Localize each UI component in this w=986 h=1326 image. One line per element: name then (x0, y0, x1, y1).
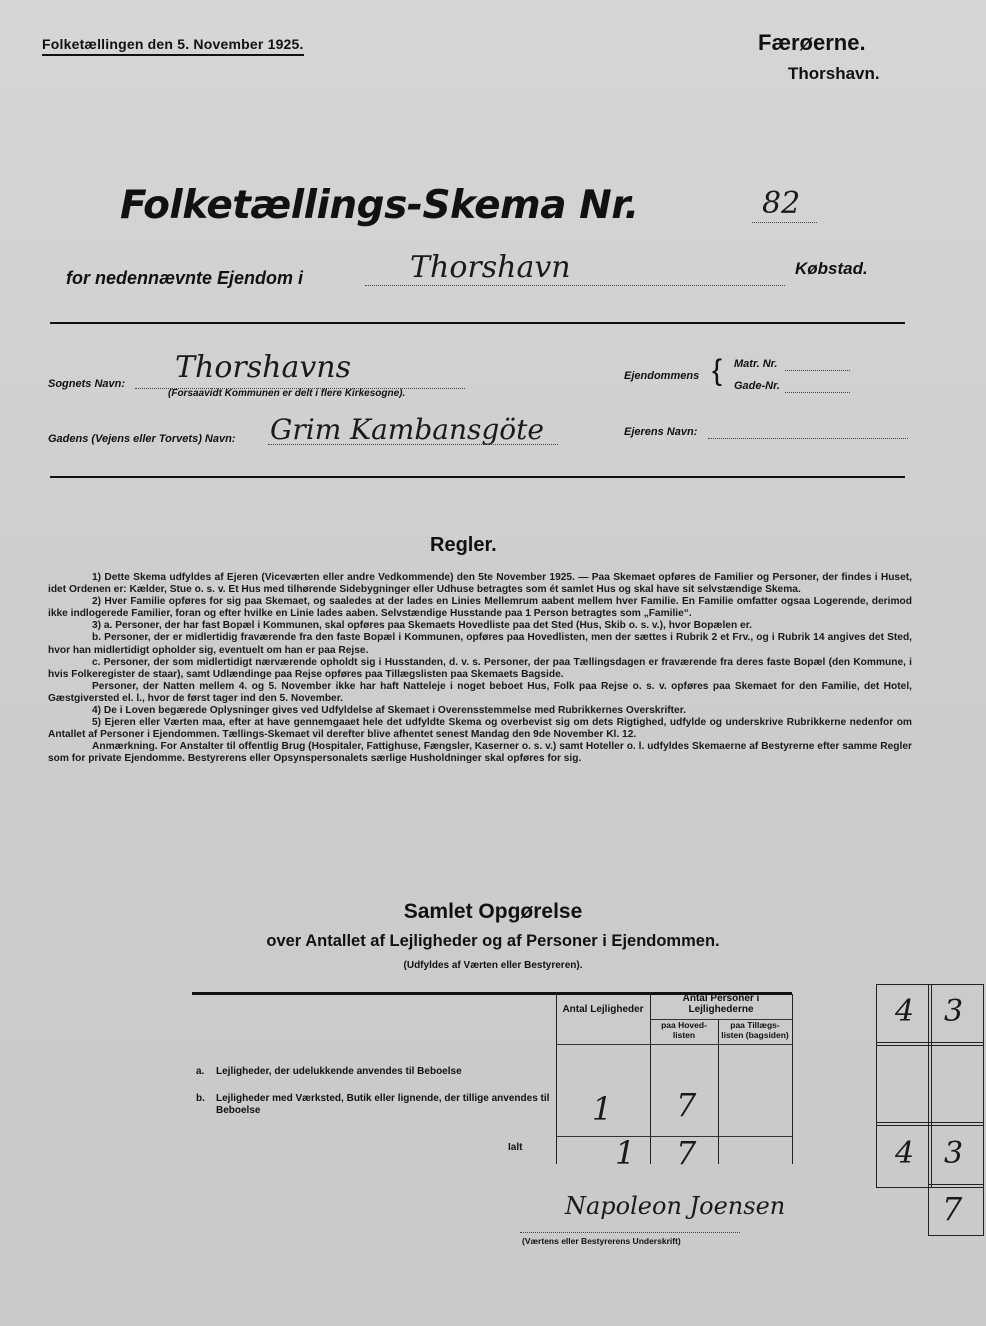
side-box-bottom-value: 7 (942, 1190, 963, 1228)
rule-paragraph-1: 1) Dette Skema udfyldes af Ejeren (Viceværten eller andre Vedkommende) den 5te November 1925. — Paa Skemaet opføres de Familier og Personer, der findes i Huset, idet Ordenen er: Kælder, Stue o. s. v. Et Hus med tilhørende Sidebygninger eller Udhuse betragtes som ét samlet Hus og skal have sit selvstændige Skema. (48, 572, 912, 596)
property-label: for nedennævnte Ejendom i (66, 268, 304, 288)
street-line (268, 444, 558, 445)
side-box-mid-right-value: 3 (944, 1136, 964, 1171)
row-b-apartments-value: 1 (592, 1090, 613, 1128)
region-header: Færøerne. (758, 30, 866, 55)
row-b-label: b. (196, 1093, 205, 1104)
rule-paragraph-3c: c. Personer, der som midlertidigt nærværende opholdt sig i Husstanden, d. v. s. Personer, der paa Tællingsdagen er fraværende fra deres faste Bopæl (den Kommune, i hvis Folkeregister de staar), samt Udlændinge paa Rejse opføres paa Tillægslisten paa Skemaets Bagside. (48, 656, 912, 680)
matr-line (785, 370, 850, 371)
estate-brace: { (712, 354, 723, 387)
table-vline-3 (718, 1020, 719, 1164)
row-a-label: a. (196, 1066, 205, 1077)
summary-note: (Udfyldes af Værten eller Bestyreren). (403, 960, 583, 971)
street-value: Grim Kambansgöte (270, 413, 544, 446)
col-supplement-header: paa Tillægs-listen (bagsiden) (721, 1020, 789, 1040)
form-number: 82 (762, 186, 801, 221)
property-place-line (365, 285, 785, 286)
total-apartments-value: 1 (615, 1134, 636, 1172)
rule-paragraph-4: 4) De i Loven begærede Oplysninger gives ved Udfyldelse af Skemaet i Overensstemmelse med Rubrikkernes Overskrifter. (92, 705, 686, 717)
property-suffix: Købstad. (795, 259, 868, 278)
table-vline-1 (556, 994, 557, 1164)
side-box-top-right-value: 3 (944, 994, 964, 1029)
street-no-label: Gade-Nr. (734, 380, 780, 392)
owner-signature: Napoleon Joensen (565, 1192, 786, 1220)
row-b-main-value: 7 (676, 1086, 697, 1124)
col-persons-header: Antal Personer i Lejlighederne (682, 993, 760, 1015)
summary-title: Samlet Opgørelse (403, 900, 583, 923)
town-header: Thorshavn. (788, 64, 880, 83)
fields-divider (50, 476, 905, 478)
owner-label: Ejerens Navn: (624, 426, 698, 438)
matr-label: Matr. Nr. (734, 358, 778, 370)
rules-text (48, 572, 912, 766)
form-number-line (752, 222, 817, 223)
rule-paragraph-2: 2) Hver Familie opføres for sig paa Skemaet, og saaledes at der lades en Linies Mellemrum aabent mellem hver Familie. En Familie omfatter ogsaa Logerende, derimod ikke indlogerede Familier, foran og efter hvilke en Linie lades aaben. Selvstændige Husstande paa 1 Person betragtes som „Familie“. (48, 596, 912, 620)
row-a-text: Lejligheder, der udelukkende anvendes til Beboelse (216, 1066, 462, 1077)
owner-line (708, 438, 908, 439)
side-box-top-left-value: 4 (895, 994, 915, 1029)
signature-line (520, 1232, 740, 1233)
row-b-text: Lejligheder med Værksted, Butik eller lignende, der tillige anvendes til Beboelse (216, 1093, 550, 1116)
property-place: Thorshavn (410, 250, 571, 285)
col-apartments-header: Antal Lejligheder (562, 1004, 644, 1015)
form-title: Folketællings-Skema Nr. (120, 183, 639, 228)
estate-label: Ejendommens (624, 370, 700, 382)
parish-note: (Forsaavidt Kommunen er delt i flere Kirkesogne). (168, 388, 406, 399)
rule-paragraph-3b: b. Personer, der er midlertidig fraværende fra den faste Bopæl i Kommunen, opføres paa Hovedlisten, men der sættes i Rubrik 2 et Frv., og i Rubrik 14 angives det Sted, hvor han midlertidigt opholder sig, eventuelt om han er paa Rejse. (48, 632, 912, 656)
total-label: Ialt (508, 1142, 523, 1153)
rule-paragraph-night: Personer, der Natten mellem 4. og 5. November ikke har haft Natteleje i noget beboet Hus, Folk paa Rejse o. s. v. opføres paa Skemaet for den Familie, det Hotel, Gæstgiversted el. l., hvor de først tager ind den 5. November. (48, 680, 912, 704)
summary-subtitle: over Antallet af Lejligheder og af Personer i Ejendommen. (266, 932, 720, 950)
table-header-rule (556, 1044, 792, 1045)
side-box-mid-left-value: 4 (895, 1136, 915, 1171)
rules-title: Regler. (430, 534, 497, 556)
table-vline-4 (792, 994, 793, 1164)
signature-caption: (Værtens eller Bestyrerens Underskrift) (522, 1236, 681, 1246)
top-divider (50, 322, 905, 324)
parish-value: Thorshavns (175, 350, 352, 385)
street-label: Gadens (Vejens eller Torvets) Navn: (48, 433, 236, 445)
parish-label: Sognets Navn: (48, 378, 126, 390)
census-date-header: Folketællingen den 5. November 1925. (42, 36, 304, 56)
rule-paragraph-5: 5) Ejeren eller Værten maa, efter at have gennemgaaet hele det udfyldte Skema og overbevist sig om dets Rigtighed, udfylde og underskrive Rubrikkerne nedenfor om Antallet af Personer i Ejendommen. Tællings-Skemaet vil derefter blive afhentet senest Mandag den 9de November Kl. 12. (48, 717, 912, 741)
table-total-rule (556, 1136, 792, 1137)
rule-paragraph-3a: 3) a. Personer, der har fast Bopæl i Kommunen, skal opføres paa Skemaets Hovedliste paa det Sted (Hus, Skib o. s. v.), hvor Bopælen er. (92, 620, 752, 632)
total-main-value: 7 (676, 1134, 697, 1172)
col-main-list-header: paa Hoved-listen (661, 1020, 707, 1040)
street-no-line (785, 392, 850, 393)
side-box-mid-right-blank (928, 1042, 984, 1126)
side-box-mid-left-blank (876, 1042, 932, 1126)
rule-paragraph-note: Anmærkning. For Anstalter til offentlig Brug (Hospitaler, Fattighuse, Fængsler, Kaserner o. s. v.) samt Hoteller o. l. udfyldes Skemaerne af Bestyrerne efter samme Regler som for private Ejendomme. Bestyrerens eller Opsynspersonalets særlige Husholdninger skal opføres for sig. (48, 741, 912, 765)
